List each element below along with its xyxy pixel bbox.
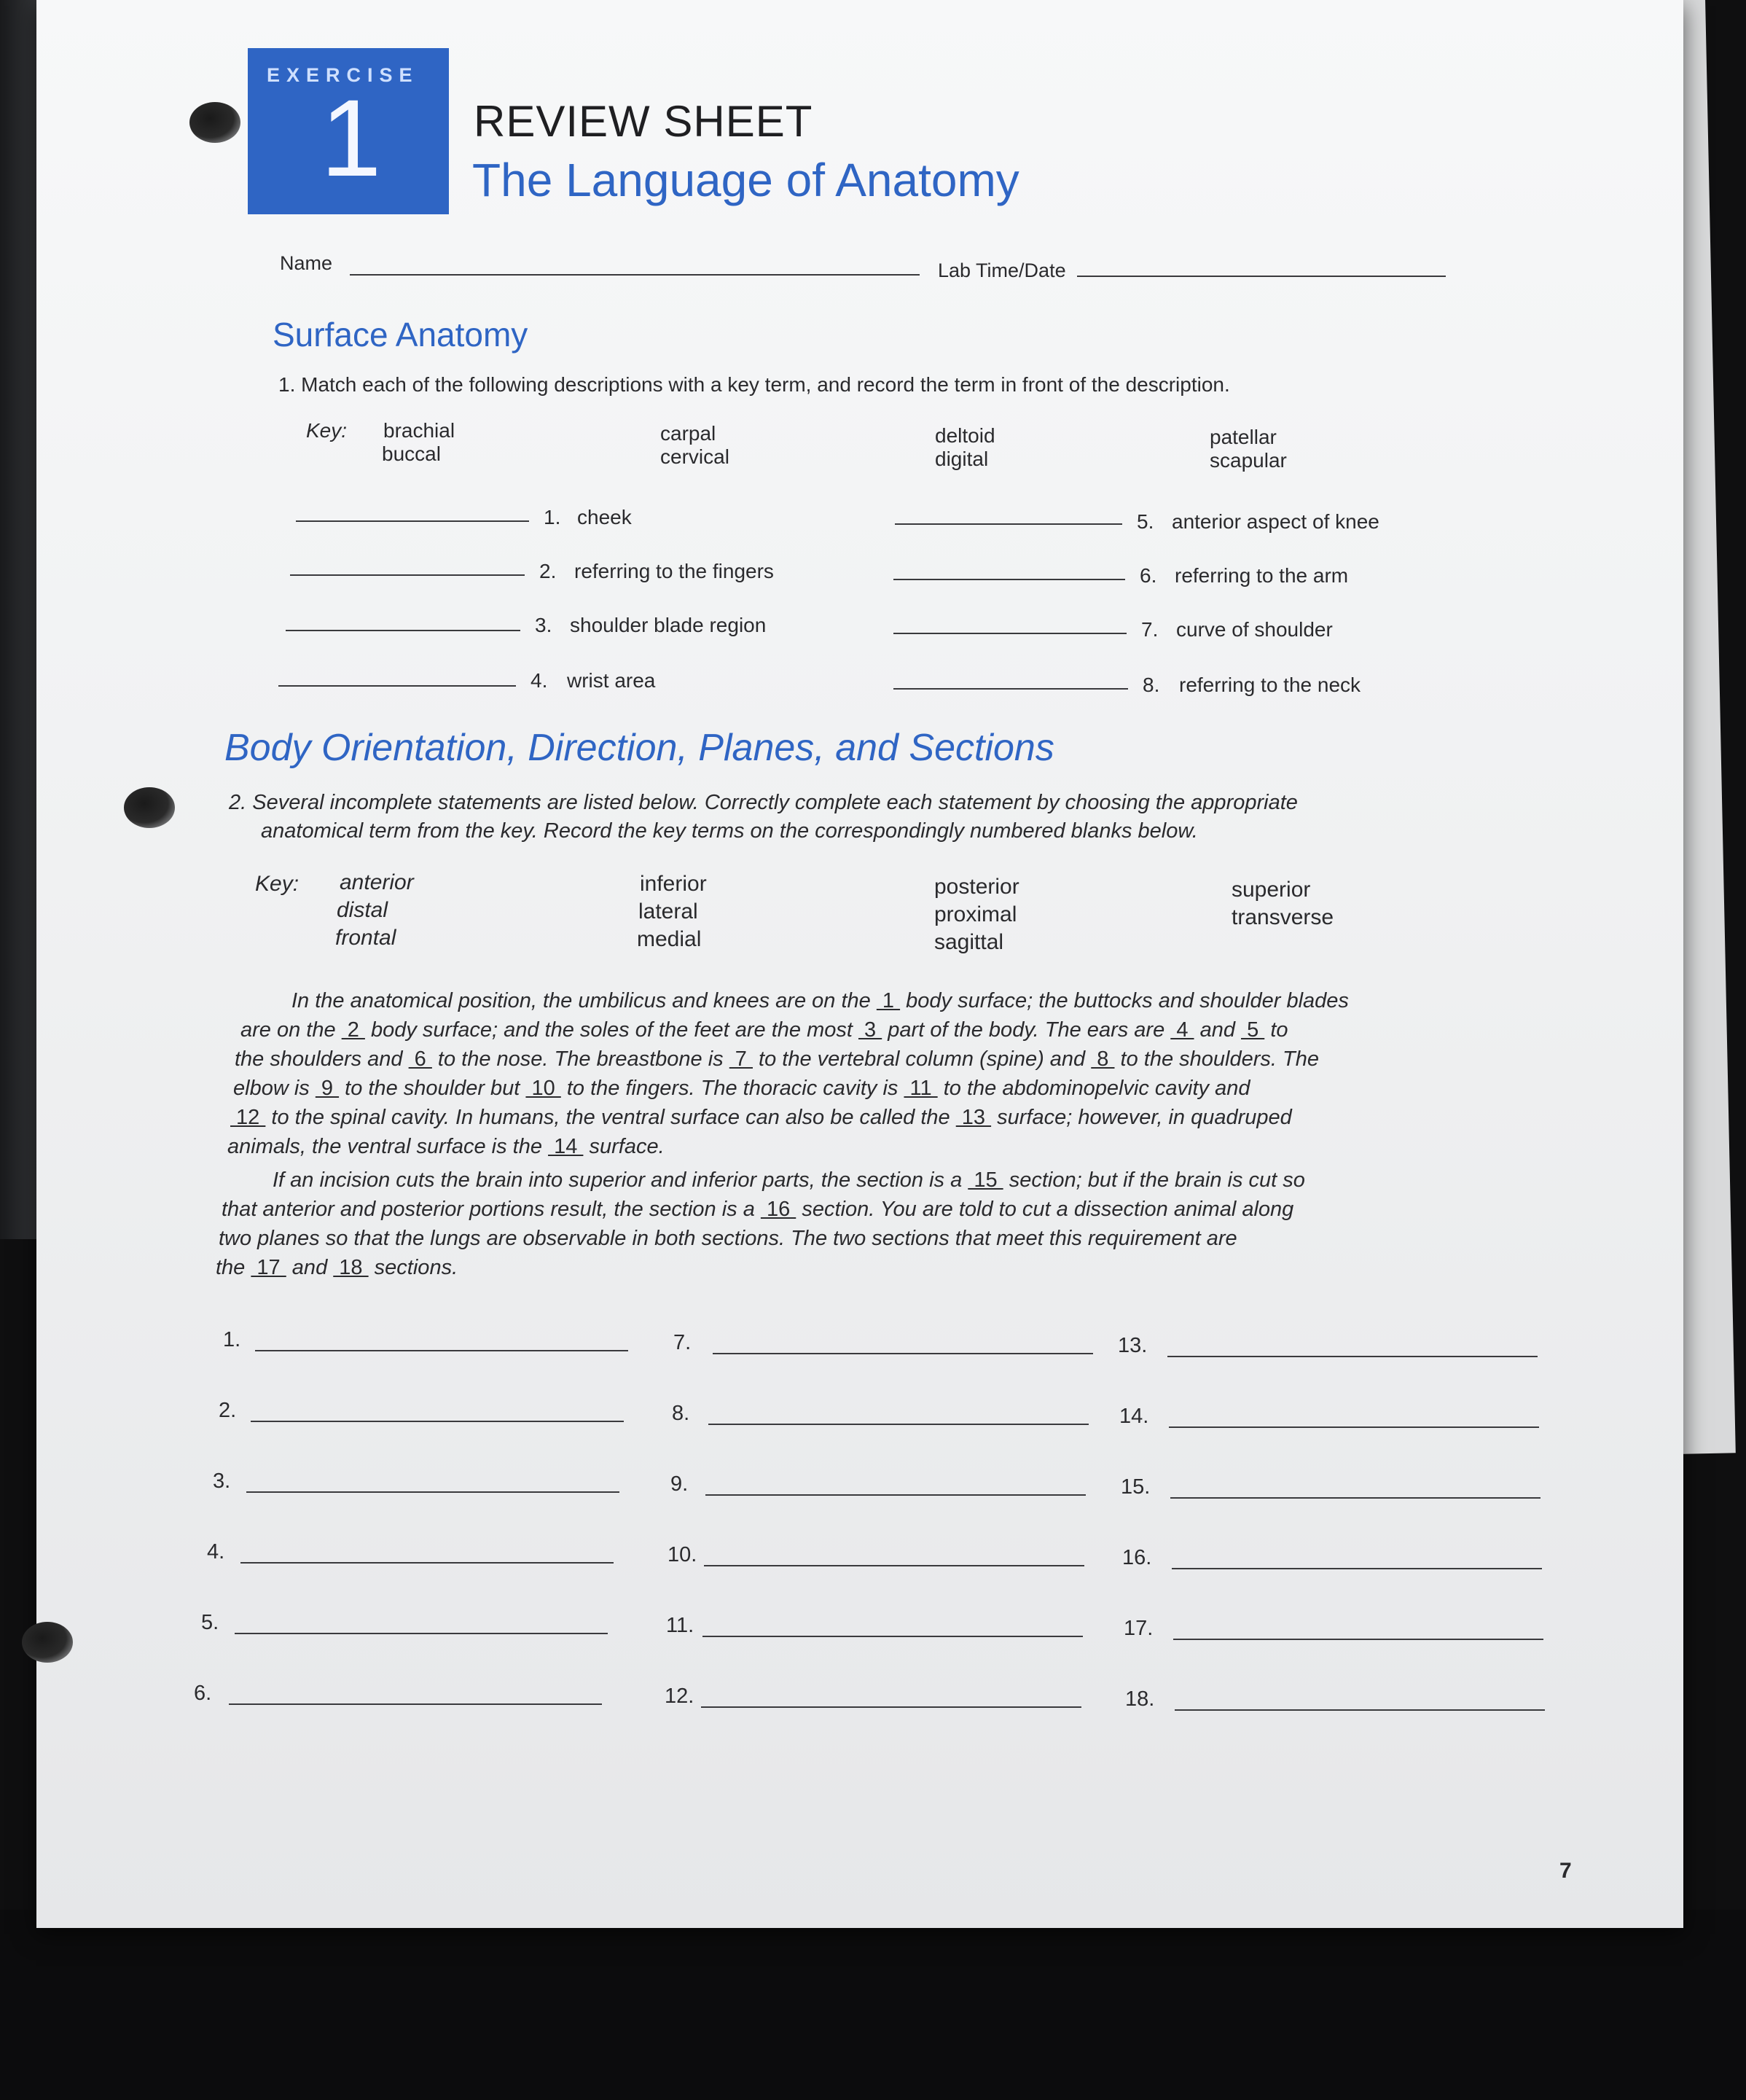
paragraph-text: section; but if the brain is cut so	[1003, 1168, 1305, 1192]
page-title: REVIEW SHEET	[474, 97, 813, 146]
answer-number: 13.	[1118, 1334, 1148, 1357]
paragraph-line	[227, 1133, 665, 1161]
exercise-badge	[248, 48, 449, 214]
key-term: sagittal	[934, 930, 1004, 954]
page-number: 7	[1559, 1859, 1572, 1883]
answer-number: 6.	[194, 1682, 212, 1705]
paragraph-text: If an incision cuts the brain into superior and inferior parts, the section is a	[273, 1168, 968, 1192]
paragraph-text: to the shoulder but	[339, 1077, 526, 1100]
item-description: referring to the fingers	[574, 560, 774, 582]
key-term: proximal	[934, 902, 1017, 926]
key-term: medial	[637, 927, 702, 951]
blank-number: 15	[968, 1168, 1003, 1192]
paragraph-text: surface.	[583, 1135, 665, 1158]
item-number: 1.	[544, 506, 561, 528]
labtime-label: Lab Time/Date	[938, 259, 1066, 281]
answer-number: 10.	[668, 1543, 697, 1566]
blank-number: 10	[525, 1077, 561, 1100]
page-subtitle: The Language of Anatomy	[472, 154, 1019, 206]
answer-blank[interactable]	[893, 579, 1125, 580]
answer-number: 8.	[672, 1402, 690, 1425]
answer-number: 9.	[670, 1472, 689, 1496]
item-description: wrist area	[567, 669, 656, 692]
answer-line[interactable]	[701, 1706, 1081, 1708]
paragraph-text: body surface; and the soles of the feet are the most	[364, 1018, 858, 1042]
answer-line[interactable]	[704, 1565, 1084, 1566]
item-description: anterior aspect of knee	[1172, 510, 1379, 533]
blank-number: 18	[333, 1256, 369, 1279]
paragraph-line	[240, 1016, 1288, 1045]
key-term: buccal	[382, 442, 441, 465]
answer-number: 11.	[666, 1614, 694, 1637]
item-number: 6.	[1140, 564, 1157, 587]
item-number: 8.	[1143, 674, 1160, 696]
paragraph-text: surface; however, in quadruped	[991, 1106, 1292, 1129]
blank-number: 16	[760, 1198, 796, 1221]
paragraph-line	[216, 1254, 458, 1282]
answer-number: 14.	[1119, 1405, 1149, 1428]
answer-line[interactable]	[713, 1353, 1093, 1354]
answer-line[interactable]	[246, 1491, 619, 1493]
answer-blank[interactable]	[290, 574, 525, 576]
name-label: Name	[280, 252, 333, 274]
blank-number: 8	[1091, 1047, 1115, 1071]
paragraph-text: to the fingers. The thoracic cavity is	[560, 1077, 904, 1100]
paragraph-line	[222, 1195, 1293, 1224]
key-label: Key:	[255, 872, 300, 896]
paragraph-text: to the shoulders. The	[1114, 1047, 1319, 1071]
paragraph-line	[291, 987, 1349, 1015]
punch-hole	[124, 787, 175, 828]
blank-number: 6	[408, 1047, 432, 1071]
item-description: referring to the neck	[1179, 674, 1361, 696]
section-heading-surface: Surface Anatomy	[273, 316, 528, 354]
key-term: distal	[337, 898, 388, 922]
blank-number: 3	[858, 1018, 882, 1042]
blank-number: 14	[548, 1135, 584, 1158]
answer-line[interactable]	[702, 1636, 1083, 1637]
answer-line[interactable]	[1169, 1426, 1539, 1428]
key-term: brachial	[383, 419, 455, 442]
answer-line[interactable]	[1175, 1709, 1545, 1711]
paragraph-line	[233, 1074, 1250, 1103]
key-term: posterior	[934, 875, 1019, 899]
answer-number: 2.	[219, 1399, 237, 1422]
paragraph-text: to the vertebral column (spine) and	[753, 1047, 1092, 1071]
answer-line[interactable]	[1173, 1639, 1543, 1640]
item-number: 7.	[1141, 618, 1159, 641]
answer-line[interactable]	[705, 1494, 1086, 1496]
blank-number: 12	[230, 1106, 266, 1129]
answer-number: 7.	[673, 1331, 692, 1354]
paragraph-text: elbow is	[233, 1077, 316, 1100]
paragraph-text: sections.	[368, 1256, 458, 1279]
answer-line[interactable]	[708, 1424, 1089, 1425]
blank-number: 17	[251, 1256, 286, 1279]
paragraph-line	[230, 1104, 1292, 1132]
paragraph-text: to	[1264, 1018, 1288, 1042]
blank-number: 13	[955, 1106, 992, 1129]
instruction-1: 1. Match each of the following descriptions with a key term, and record the term in front of the description.	[278, 373, 1230, 396]
blank-number: 1	[876, 989, 901, 1012]
item-description: cheek	[577, 506, 632, 528]
answer-blank[interactable]	[893, 633, 1127, 634]
answer-number: 18.	[1125, 1687, 1155, 1711]
paragraph-line	[219, 1225, 1237, 1253]
key-term: cervical	[660, 445, 729, 468]
answer-line[interactable]	[1167, 1356, 1538, 1357]
answer-number: 15.	[1121, 1475, 1151, 1499]
answer-blank[interactable]	[278, 685, 516, 687]
item-description: shoulder blade region	[570, 614, 767, 636]
item-number: 5.	[1137, 510, 1154, 533]
exercise-number: 1	[321, 77, 382, 199]
instruction-2-cont: anatomical term from the key. Record the key terms on the correspondingly numbered blanks below.	[261, 819, 1198, 843]
background-table	[0, 1910, 1746, 2100]
blank-number: 7	[729, 1047, 753, 1071]
exercise-label: EXERCISE	[267, 64, 419, 86]
key-term: deltoid	[935, 424, 995, 447]
answer-line[interactable]	[1172, 1568, 1542, 1569]
answer-number: 12.	[665, 1685, 694, 1708]
item-number: 3.	[535, 614, 552, 636]
answer-number: 4.	[207, 1540, 225, 1564]
paragraph-line	[273, 1166, 1305, 1195]
answer-line[interactable]	[251, 1421, 624, 1422]
answer-number: 3.	[213, 1469, 231, 1493]
paragraph-text: are on the	[240, 1018, 342, 1042]
paragraph-text: animals, the ventral surface is the	[227, 1135, 549, 1158]
key-term: scapular	[1210, 449, 1287, 472]
key-term: digital	[935, 448, 989, 470]
blank-number: 9	[315, 1077, 340, 1100]
key-term: lateral	[638, 899, 698, 924]
paragraph-text: the shoulders and	[235, 1047, 409, 1071]
key-label: Key:	[306, 419, 348, 442]
answer-line[interactable]	[229, 1703, 602, 1705]
paragraph-text: body surface; the buttocks and shoulder blades	[900, 989, 1349, 1012]
item-number: 2.	[539, 560, 557, 582]
labtime-field[interactable]	[1077, 276, 1446, 277]
key-term: carpal	[660, 422, 716, 445]
key-term: patellar	[1210, 426, 1277, 448]
blank-number: 4	[1170, 1018, 1194, 1042]
key-term: frontal	[335, 926, 396, 950]
name-field[interactable]	[350, 274, 920, 276]
answer-line[interactable]	[235, 1633, 608, 1634]
punch-hole	[22, 1622, 73, 1663]
answer-blank[interactable]	[893, 688, 1128, 690]
item-description: curve of shoulder	[1176, 618, 1333, 641]
answer-line[interactable]	[255, 1350, 628, 1351]
key-term: anterior	[340, 870, 414, 894]
answer-blank[interactable]	[296, 520, 529, 522]
paragraph-text: In the anatomical position, the umbilicus and knees are on the	[291, 989, 877, 1012]
paragraph-text: to the nose. The breastbone is	[431, 1047, 729, 1071]
answer-number: 5.	[201, 1611, 219, 1634]
blank-number: 5	[1241, 1018, 1265, 1042]
paragraph-text: that anterior and posterior portions result, the section is a	[222, 1198, 761, 1221]
item-number: 4.	[531, 669, 548, 692]
answer-number: 17.	[1124, 1617, 1154, 1640]
paragraph-text: and	[286, 1256, 334, 1279]
key-term: superior	[1232, 878, 1311, 902]
paragraph-text: to the spinal cavity. In humans, the ventral surface can also be called the	[265, 1106, 956, 1129]
item-description: referring to the arm	[1175, 564, 1349, 587]
blank-number: 2	[341, 1018, 365, 1042]
answer-line[interactable]	[240, 1562, 614, 1564]
paragraph-text: the	[216, 1256, 251, 1279]
paragraph-text: to the abdominopelvic cavity and	[937, 1077, 1250, 1100]
answer-blank[interactable]	[895, 523, 1122, 525]
punch-hole	[189, 102, 240, 143]
paragraph-line	[235, 1045, 1319, 1074]
answer-blank[interactable]	[286, 630, 520, 631]
answer-line[interactable]	[1170, 1497, 1541, 1499]
paragraph-text: section. You are told to cut a dissection animal along	[796, 1198, 1294, 1221]
instruction-2: 2. Several incomplete statements are listed below. Correctly complete each statement by choosing the appropriate	[229, 791, 1298, 814]
blank-number: 11	[904, 1077, 938, 1100]
section-heading-orientation: Body Orientation, Direction, Planes, and Sections	[224, 727, 1054, 769]
paragraph-text: part of the body. The ears are	[882, 1018, 1171, 1042]
paragraph-text: and	[1194, 1018, 1242, 1042]
key-term: inferior	[640, 872, 707, 896]
answer-number: 1.	[223, 1328, 241, 1351]
key-term: transverse	[1232, 905, 1334, 929]
answer-number: 16.	[1122, 1546, 1152, 1569]
paragraph-text: two planes so that the lungs are observable in both sections. The two sections that meet this requirement are	[219, 1227, 1237, 1250]
